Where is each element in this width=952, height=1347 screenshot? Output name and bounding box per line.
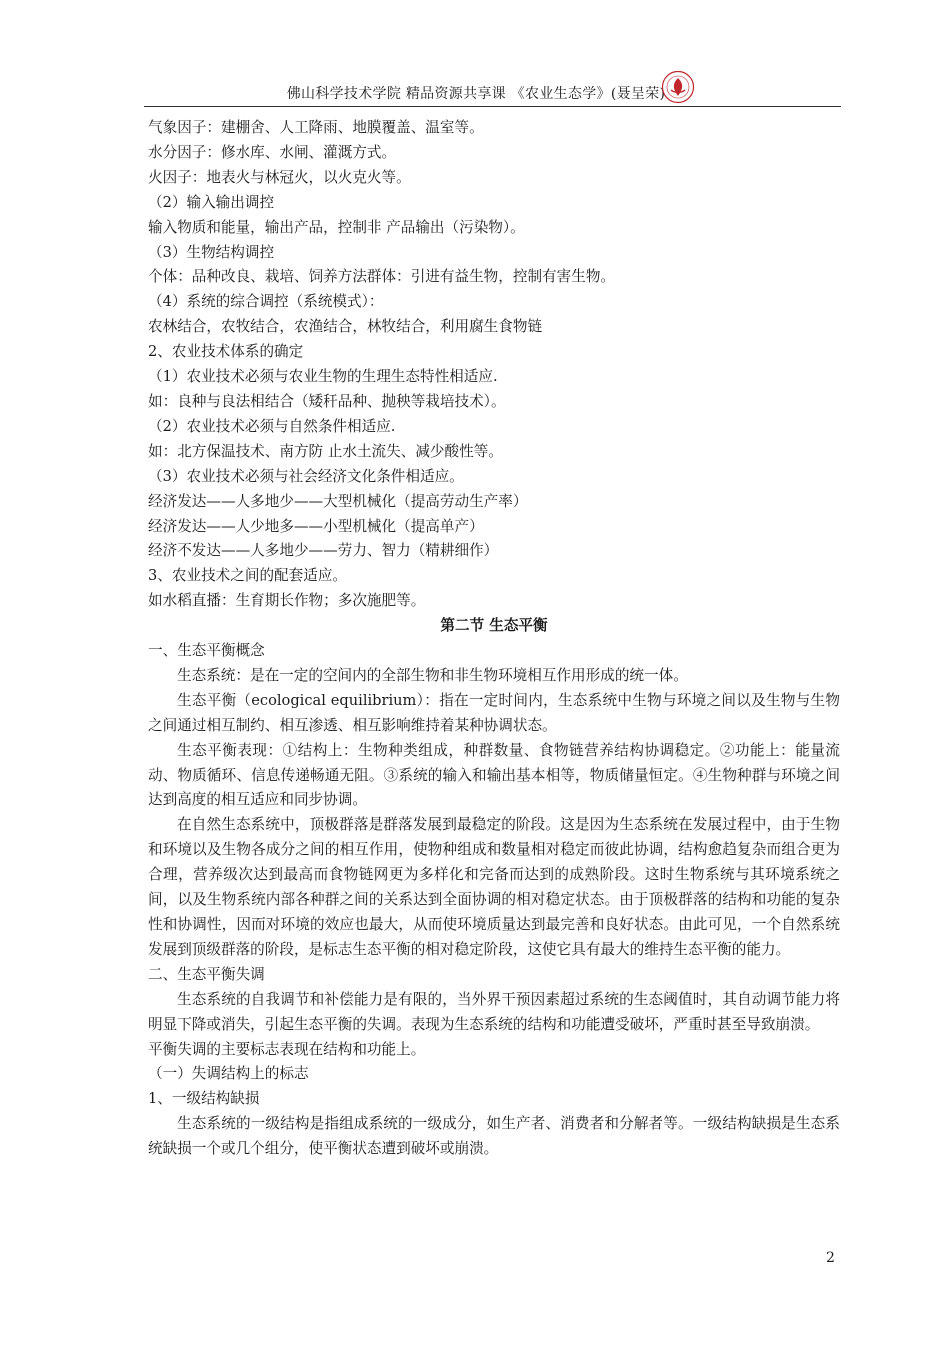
text-line: 水分因子：修水库、水闸、灌溉方式。 — [148, 143, 397, 161]
text-line: 火因子：地表火与林冠火，以火克火等。 — [148, 168, 411, 186]
subheading: 二、生态平衡失调 — [148, 965, 265, 983]
document-body — [148, 116, 840, 1162]
text-line: 经济发达——人多地少——大型机械化（提高劳动生产率） — [148, 492, 528, 510]
text-line: 气象因子：建棚舍、人工降雨、地膜覆盖、温室等。 — [148, 119, 484, 136]
paragraph: 生态系统的自我调节和补偿能力是有限的，当外界干预因素超过系统的生态阈值时，其自动调节能力将明显下降或消失，引起生态平衡的失调。表现为生态系统的结构和功能遭受破坏，严重时甚至导致崩溃。 — [148, 990, 840, 1033]
text-line: 经济发达——人少地多——小型机械化（提高单产） — [148, 517, 484, 535]
page-number: 2 — [826, 1250, 835, 1266]
text-line: 个体：品种改良、栽培、饲养方法群体：引进有益生物，控制有害生物。 — [148, 268, 616, 286]
paragraph: 平衡失调的主要标志表现在结构和功能上。 — [148, 1040, 426, 1058]
text-line: （3）农业技术必须与社会经济文化条件相适应。 — [148, 467, 464, 485]
paragraph: 生态系统的一级结构是指组成系统的一级成分，如生产者、消费者和分解者等。一级结构缺损是生态系统缺损一个或几个组分，使平衡状态遭到破坏或崩溃。 — [148, 1115, 840, 1158]
text-line: 如水稻直播：生育期长作物；多次施肥等。 — [148, 592, 426, 610]
text-line: （1）农业技术必须与农业生物的生理生态特性相适应. — [148, 368, 498, 386]
text-line: 输入物质和能量，输出产品，控制非 产品输出（污染物）。 — [148, 218, 525, 236]
header-divider — [144, 106, 841, 107]
text-line: 2、农业技术体系的确定 — [148, 343, 304, 361]
section-title: 第二节 生态平衡 — [440, 617, 548, 635]
text-line: 经济不发达——人多地少——劳力、智力（精耕细作） — [148, 542, 499, 560]
text-line: （2）农业技术必须与自然条件相适应. — [148, 417, 396, 435]
university-seal-icon — [661, 70, 695, 104]
text-line: 3、农业技术之间的配套适应。 — [148, 567, 348, 585]
text-line: （3）生物结构调控 — [148, 243, 275, 261]
paragraph: 生态平衡（ecological equilibrium）：指在一定时间内，生态系统中生物与环境之间以及生物与生物之间通过相互制约、相互渗透、相互影响维持着某种协调状态。 — [148, 691, 840, 734]
text-line: 如：良种与良法相结合（矮秆品种、抛秧等栽培技术）。 — [148, 392, 506, 410]
text-line: （4）系统的综合调控（系统模式）： — [148, 293, 384, 311]
paragraph: 在自然生态系统中，顶极群落是群落发展到最稳定的阶段。这是因为生态系统在发展过程中，由于生物和环境以及生物各成分之间的相互作用，使物种组成和数量相对稳定而彼此协调，结构愈趋复杂而组合更为合理，营养级次达到最高而食物链网更为多样化和完备而达到的成熟阶段。这时生物系统与其环境系统之间，以及生物系统内部各种群之间的关系达到全面协调的相对稳定状态。由于顶极群落的结构和功能的复杂性和协调性，因而对环境的效应也最大，从而使环境质量达到最完善和良好状态。由此可见，一个自然系统发展到顶级群落的阶段，是标志生态平衡的相对稳定阶段，这使它具有最大的维持生态平衡的能力。 — [148, 816, 840, 958]
paragraph: 生态系统：是在一定的空间内的全部生物和非生物环境相互作用形成的统一体。 — [177, 666, 688, 684]
page-header: 佛山科学技术学院 精品资源共享课 《农业生态学》(聂呈荣) — [286, 86, 666, 102]
text-line: 农林结合，农牧结合，农渔结合，林牧结合，利用腐生食物链 — [148, 318, 543, 336]
subheading: （一）失调结构上的标志 — [148, 1065, 309, 1083]
subheading: 一、生态平衡概念 — [148, 642, 265, 660]
text-line: （2）输入输出调控 — [148, 193, 275, 211]
text-line: 如：北方保温技术、南方防 止水土流失、减少酸性等。 — [148, 442, 503, 460]
paragraph: 生态平衡表现：①结构上：生物种类组成，种群数量、食物链营养结构协调稳定。②功能上：能量流动、物质循环、信息传递畅通无阻。③系统的输入和输出基本相等，物质储量恒定。④生物种群与环境之间达到高度的相互适应和同步协调。 — [148, 741, 840, 809]
subheading: 1、一级结构缺损 — [148, 1090, 260, 1108]
